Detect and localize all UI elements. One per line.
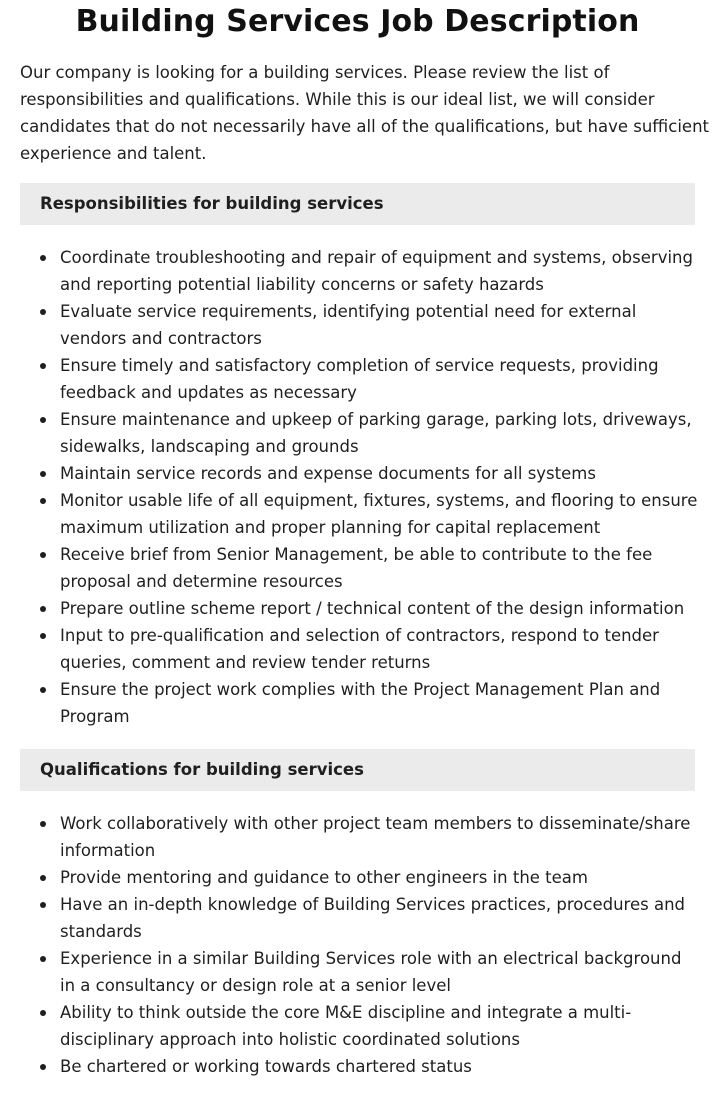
- list-item-text: Ability to think outside the core M&E discipline and integrate a multi-disciplinary approach into holistic coordinated solutions: [60, 1003, 632, 1049]
- list-item-text: Coordinate troubleshooting and repair of equipment and systems, observing and reporting potential liability concerns or safety hazards: [60, 248, 693, 294]
- page-title: Building Services Job Description: [75, 4, 640, 39]
- list-item: [20, 406, 700, 460]
- qualifications-heading: Qualifications for building services: [20, 749, 695, 791]
- list-item: [20, 595, 700, 622]
- bullet-icon: [40, 821, 46, 827]
- bullet-icon: [40, 255, 46, 261]
- list-item: [20, 999, 700, 1053]
- responsibilities-list: [20, 244, 700, 730]
- list-item: [20, 541, 700, 595]
- bullet-icon: [40, 363, 46, 369]
- list-item-text: Receive brief from Senior Management, be able to contribute to the fee proposal and determine resources: [60, 545, 653, 591]
- list-item: [20, 244, 700, 298]
- list-item: [20, 622, 700, 676]
- list-item: [20, 352, 700, 406]
- bullet-icon: [40, 606, 46, 612]
- list-item-text: Ensure timely and satisfactory completion of service requests, providing feedback and updates as necessary: [60, 356, 659, 402]
- list-item-text: Provide mentoring and guidance to other engineers in the team: [60, 868, 588, 887]
- bullet-icon: [40, 902, 46, 908]
- list-item-text: Experience in a similar Building Services role with an electrical background in a consultancy or design role at a senior level: [60, 949, 682, 995]
- bullet-icon: [40, 471, 46, 477]
- list-item: [20, 298, 700, 352]
- list-item-text: Maintain service records and expense documents for all systems: [60, 464, 596, 483]
- list-item-text: Ensure the project work complies with the Project Management Plan and Program: [60, 680, 661, 726]
- bullet-icon: [40, 498, 46, 504]
- bullet-icon: [40, 417, 46, 423]
- list-item-text: Have an in-depth knowledge of Building Services practices, procedures and standards: [60, 895, 685, 941]
- list-item: [20, 864, 700, 891]
- bullet-icon: [40, 687, 46, 693]
- bullet-icon: [40, 875, 46, 881]
- list-item: [20, 810, 700, 864]
- bullet-icon: [40, 956, 46, 962]
- bullet-icon: [40, 1010, 46, 1016]
- list-item: [20, 1053, 700, 1080]
- list-item: [20, 945, 700, 999]
- list-item-text: Monitor usable life of all equipment, fixtures, systems, and flooring to ensure maximum utilization and proper planning for capital replacement: [60, 491, 698, 537]
- bullet-icon: [40, 633, 46, 639]
- bullet-icon: [40, 309, 46, 315]
- list-item-text: Prepare outline scheme report / technical content of the design information: [60, 599, 685, 618]
- responsibilities-heading: Responsibilities for building services: [20, 183, 695, 225]
- list-item-text: Input to pre-qualification and selection of contractors, respond to tender queries, comment and review tender returns: [60, 626, 659, 672]
- list-item-text: Work collaboratively with other project team members to disseminate/share information: [60, 814, 691, 860]
- bullet-icon: [40, 1064, 46, 1070]
- list-item-text: Be chartered or working towards chartered status: [60, 1057, 472, 1076]
- bullet-icon: [40, 552, 46, 558]
- qualifications-list: [20, 810, 700, 1080]
- list-item: [20, 460, 700, 487]
- list-item: [20, 676, 700, 730]
- intro-paragraph: Our company is looking for a building services. Please review the list of responsibilities and qualifications. While this is our ideal list, we will consider candidates that do not necessarily have all of the qualifications, but have sufficient experience and talent.: [20, 63, 709, 163]
- list-item: [20, 487, 700, 541]
- list-item-text: Evaluate service requirements, identifying potential need for external vendors and contractors: [60, 302, 637, 348]
- list-item-text: Ensure maintenance and upkeep of parking garage, parking lots, driveways, sidewalks, landscaping and grounds: [60, 410, 692, 456]
- list-item: [20, 891, 700, 945]
